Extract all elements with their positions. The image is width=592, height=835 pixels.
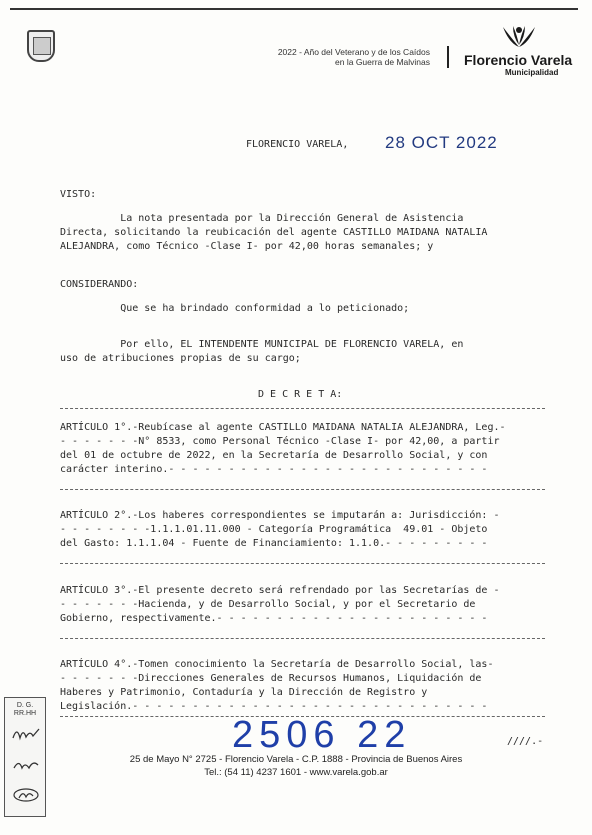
por-ello-line2: uso de atribuciones propias de su cargo; <box>60 353 301 364</box>
separator-2 <box>60 489 545 490</box>
articulo4-line1: ARTÍCULO 4°.-Tomen conocimiento la Secretaría de Desarrollo Social, las- <box>60 659 494 670</box>
brand-subtitle: Municipalidad <box>505 68 559 77</box>
articulo3-line2: - - - - - - -Hacienda, y de Desarrollo Social, y por el Secretario de <box>60 599 476 610</box>
initials-signature-1-icon <box>11 724 41 742</box>
visto-line3: ALEJANDRA, como Técnico -Clase I- por 42,00 horas semanales; y <box>60 241 434 252</box>
header-motto <box>238 47 430 67</box>
initials-signature-3-icon <box>11 786 41 804</box>
articulo4-line3: Haberes y Patrimonio, Contaduría y la Dirección de Registro y <box>60 687 428 698</box>
visto-label: VISTO: <box>60 189 97 200</box>
decreta-heading: D E C R E T A: <box>258 389 343 400</box>
municipal-leaf-logo-icon <box>495 25 543 51</box>
articulo1-line2: - - - - - - -N° 8533, como Personal Técnico -Clase I- por 42,00, a partir <box>60 436 500 447</box>
considerando-line1: Que se ha brindado conformidad a lo peticionado; <box>60 303 410 314</box>
decree-number-stamp: 2506 22 <box>232 714 412 756</box>
header-divider <box>447 46 449 68</box>
footer-address: 25 de Mayo N° 2725 - Florencio Varela - C.P. 1888 - Provincia de Buenos Aires <box>129 754 463 765</box>
articulo2-line2: - - - - - - - -1.1.1.01.11.000 - Categoría Programática 49.01 - Objeto <box>60 524 488 535</box>
articulo4-line2: - - - - - - -Direcciones Generales de Recursos Humanos, Liquidación de <box>60 673 482 684</box>
articulo2-line1: ARTÍCULO 2°.-Los haberes correspondientes se imputarán a: Jurisdicción: - <box>60 510 500 521</box>
por-ello-line1: Por ello, EL INTENDENTE MUNICIPAL DE FLORENCIO VARELA, en <box>60 339 464 350</box>
header-motto-line2: en la Guerra de Malvinas <box>335 57 430 67</box>
articulo1-line4: carácter interino.- - - - - - - - - - - - - - - - - - - - - - - - - - - <box>60 464 488 475</box>
separator-1 <box>60 408 545 409</box>
hr-stamp-line2: RR.HH <box>13 710 37 717</box>
articulo2-line3: del Gasto: 1.1.1.04 - Fuente de Financiamiento: 1.1.0.- - - - - - - - - <box>60 538 488 549</box>
considerando-label: CONSIDERANDO: <box>60 279 139 290</box>
place-line: FLORENCIO VARELA, <box>246 139 349 150</box>
articulo3-line1: ARTÍCULO 3°.-El presente decreto será refrendado por las Secretarías de - <box>60 585 500 596</box>
coat-of-arms-emblem <box>33 37 51 55</box>
separator-3 <box>60 563 545 564</box>
articulo1-line3: del 01 de octubre de 2022, en la Secretaría de Desarrollo Social, y con <box>60 450 488 461</box>
articulo1-line1: ARTÍCULO 1°.-Reubícase al agente CASTILLO MAIDANA NATALIA ALEJANDRA, Leg.- <box>60 422 506 433</box>
date-stamp: 28 OCT 2022 <box>385 133 498 152</box>
tail-mark: ////.- <box>507 736 544 747</box>
separator-4 <box>60 638 545 639</box>
visto-line2: Directa, solicitando la reubicación del agente CASTILLO MAIDANA NATALIA <box>60 227 488 238</box>
footer-contact: Tel.: (54 11) 4237 1601 - www.varela.gob.ar <box>204 767 388 778</box>
header-motto-line1: 2022 - Año del Veterano y de los Caídos <box>277 47 430 57</box>
visto-line1: La nota presentada por la Dirección General de Asistencia <box>60 213 464 224</box>
brand-name: Florencio Varela <box>464 52 573 68</box>
articulo4-line4: Legislación.- - - - - - - - - - - - - - - - - - - - - - - - - - - - - - <box>60 701 488 712</box>
top-rule <box>10 8 578 10</box>
articulo3-line3: Gobierno, respectivamente.- - - - - - - - - - - - - - - - - - - - - - - <box>60 613 488 624</box>
hr-stamp-line1: D. G. <box>16 702 34 709</box>
hr-stamp-label <box>5 702 45 718</box>
coat-of-arms-icon <box>27 30 55 62</box>
